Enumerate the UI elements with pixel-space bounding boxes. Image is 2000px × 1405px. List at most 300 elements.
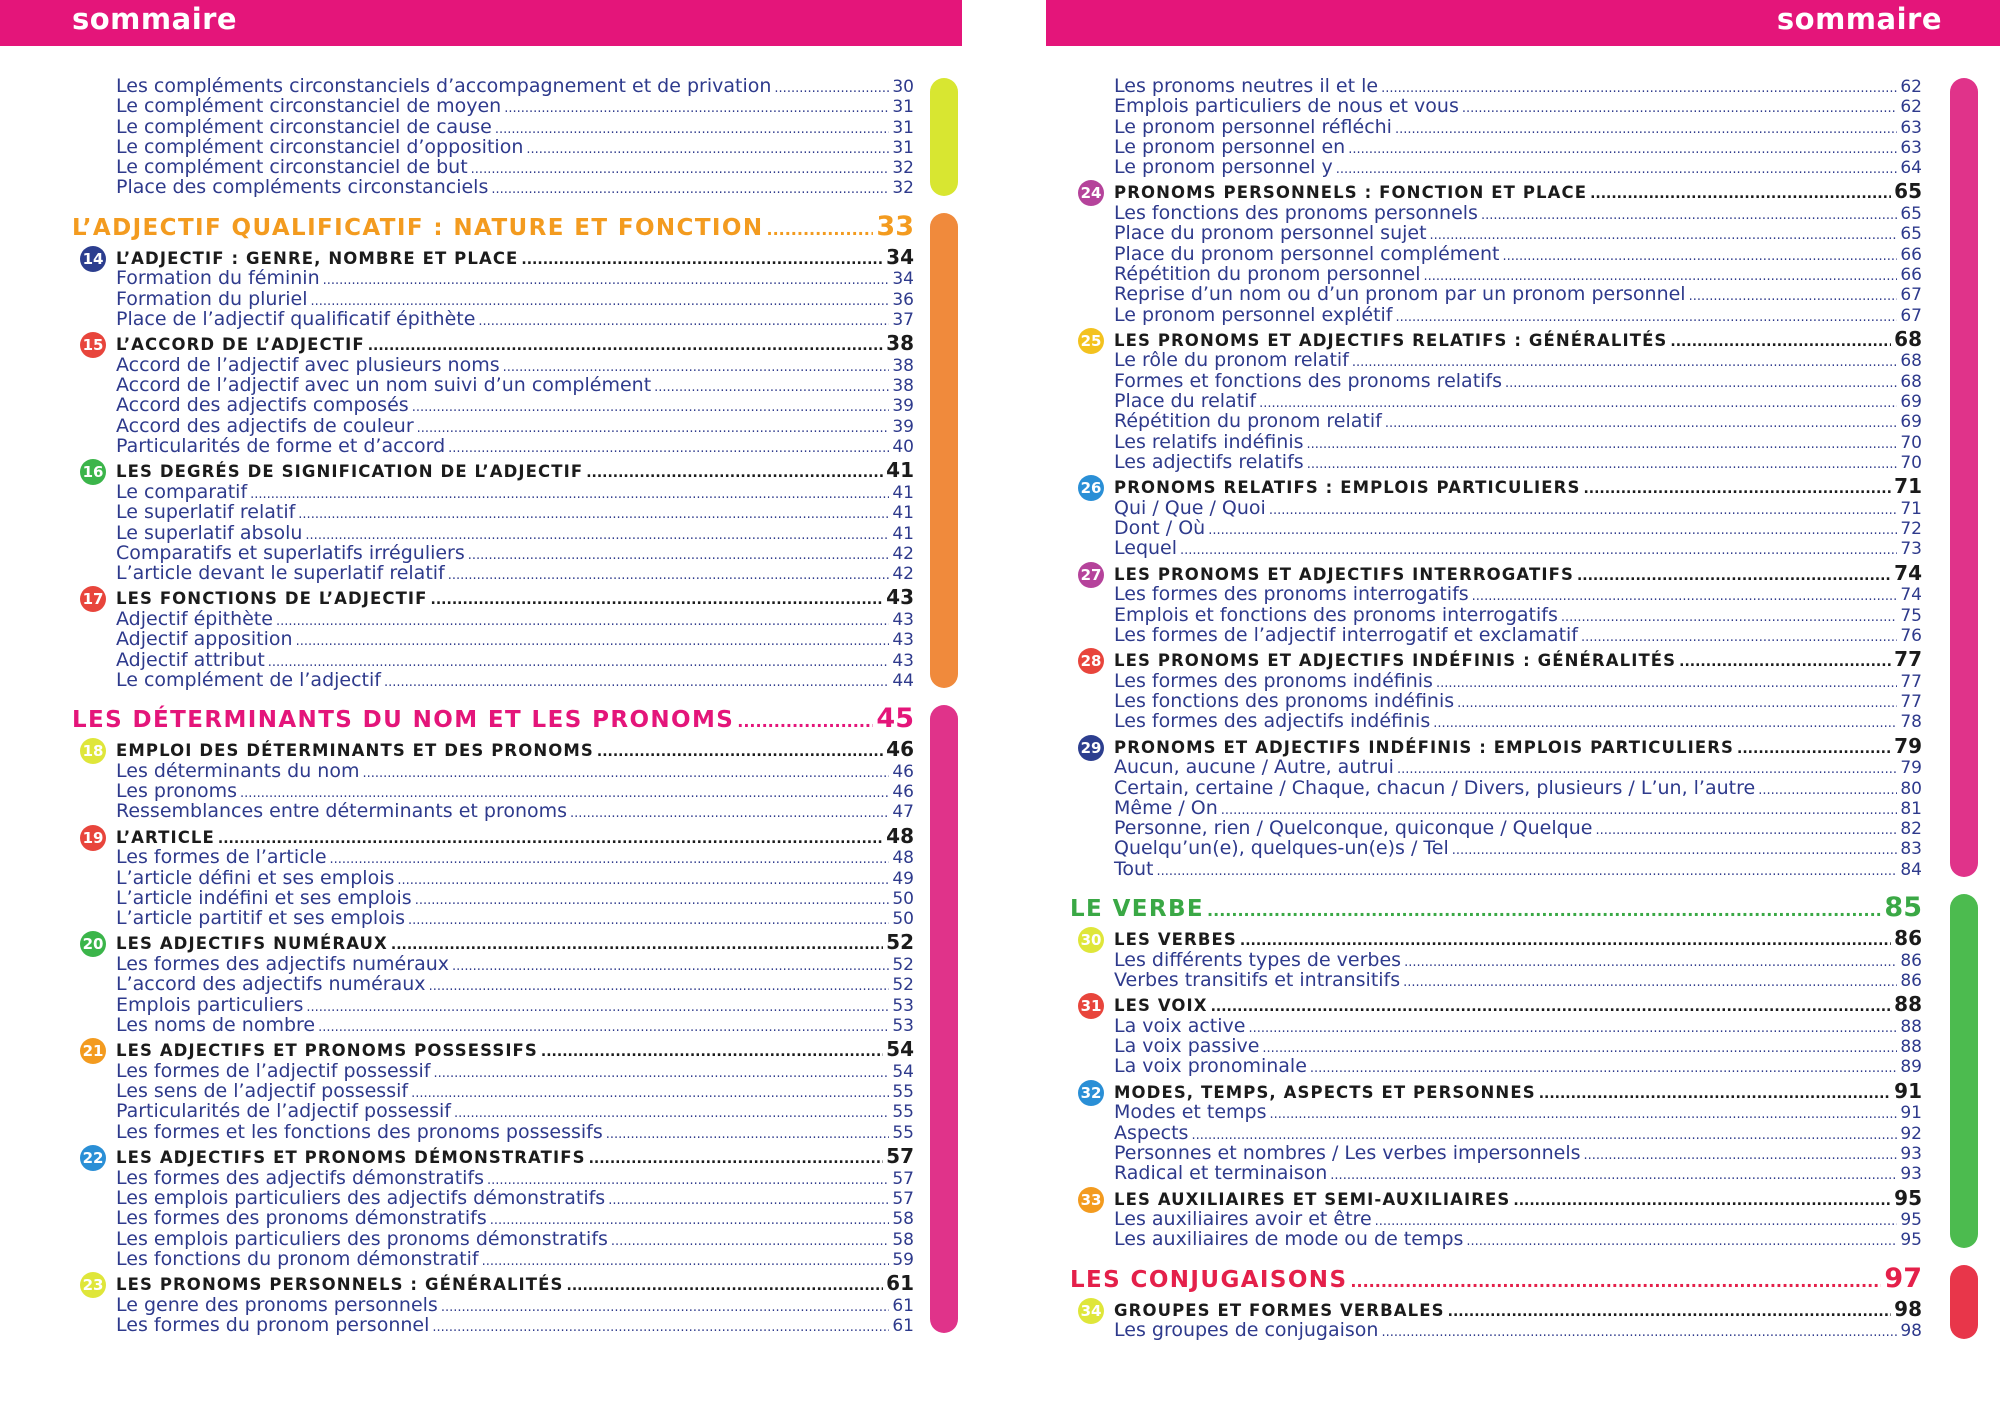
toc-entry[interactable] xyxy=(1070,244,1922,264)
entry-title: Formation du pluriel xyxy=(116,287,308,310)
toc-entry[interactable] xyxy=(72,1015,914,1035)
entry-title: Place des compléments circonstanciels xyxy=(116,176,489,199)
toc-entry[interactable] xyxy=(1070,1163,1922,1183)
page-number: 71 xyxy=(1894,474,1922,499)
section-color-tab xyxy=(930,705,958,1333)
entry-title: L’ADJECTIF : GENRE, NOMBRE ET PLACE xyxy=(116,248,519,268)
page-number: 42 xyxy=(892,543,914,564)
toc-entry[interactable] xyxy=(1070,452,1922,472)
entry-title: L’ACCORD DE L’ADJECTIF xyxy=(116,335,365,355)
toc-entry[interactable] xyxy=(72,847,914,867)
chapter-entry[interactable] xyxy=(1070,927,1922,950)
entry-title: L’accord des adjectifs numéraux xyxy=(116,973,426,996)
entry-title: LES PRONOMS ET ADJECTIFS INDÉFINIS : GÉNÉRALITÉS xyxy=(1114,651,1677,671)
entry-title: L’ARTICLE xyxy=(116,827,215,847)
entry-title: L’article partitif et ses emplois xyxy=(116,907,406,930)
toc-entry[interactable] xyxy=(72,157,914,177)
page-number: 74 xyxy=(1894,560,1922,585)
toc-entry[interactable] xyxy=(72,502,914,522)
toc-entry[interactable] xyxy=(1070,778,1922,798)
entry-title: Le pronom personnel y xyxy=(1114,156,1333,179)
dot-leader xyxy=(1466,1232,1897,1252)
toc-entry[interactable] xyxy=(72,355,914,375)
dot-leader xyxy=(1310,1059,1897,1079)
toc-entry[interactable] xyxy=(72,1249,914,1269)
page-number: 86 xyxy=(1900,970,1922,991)
chapter-entry[interactable] xyxy=(72,459,914,482)
toc-entry[interactable] xyxy=(72,309,914,329)
page-gutter xyxy=(964,0,1046,1405)
page-number: 38 xyxy=(886,331,914,356)
entry-title: LES ADJECTIFS ET PRONOMS DÉMONSTRATIFS xyxy=(116,1148,586,1168)
toc-entry[interactable] xyxy=(1070,76,1922,96)
entry-title: Les fonctions du pronom démonstratif xyxy=(116,1247,479,1270)
page-header-title: sommaire xyxy=(1776,2,1942,36)
page-number: 30 xyxy=(892,77,914,97)
entry-title: Les formes des adjectifs démonstratifs xyxy=(116,1166,485,1189)
toc-entry[interactable] xyxy=(72,781,914,801)
toc-entry[interactable] xyxy=(1070,1036,1922,1056)
page-number: 76 xyxy=(1900,625,1922,646)
page-number: 54 xyxy=(886,1037,914,1062)
chapter-entry[interactable] xyxy=(72,246,914,269)
chapter-entry[interactable] xyxy=(1070,1298,1922,1321)
page-number: 98 xyxy=(1894,1296,1922,1321)
entry-title: Les noms de nombre xyxy=(116,1013,316,1036)
toc-entry[interactable] xyxy=(1070,605,1922,625)
dot-leader xyxy=(408,911,889,931)
dot-leader xyxy=(1396,308,1898,328)
toc-entry[interactable] xyxy=(1070,950,1922,970)
chapter-entry[interactable] xyxy=(72,1038,914,1061)
dot-leader xyxy=(570,804,889,824)
part-title: LE VERBE xyxy=(1070,896,1205,923)
page-number: 67 xyxy=(1900,285,1922,306)
toc-entry[interactable] xyxy=(72,1188,914,1208)
chapter-number-badge: 16 xyxy=(80,459,106,485)
page-number: 95 xyxy=(1900,1230,1922,1251)
chapter-entry[interactable] xyxy=(1070,993,1922,1016)
toc-entry[interactable] xyxy=(1070,1209,1922,1229)
toc-entry[interactable] xyxy=(72,289,914,309)
page-number: 93 xyxy=(1900,1143,1922,1164)
dot-leader xyxy=(432,1318,889,1338)
chapter-number-badge: 31 xyxy=(1078,993,1104,1019)
toc-entry[interactable] xyxy=(1070,1016,1922,1036)
toc-entry[interactable] xyxy=(1070,203,1922,223)
page-number: 50 xyxy=(892,888,914,909)
entry-title: Personnes et nombres / Les verbes impersonnels xyxy=(1114,1141,1581,1164)
entry-title: Personne, rien / Quelconque, quiconque / Quelque xyxy=(1114,817,1593,840)
entry-title: PRONOMS ET ADJECTIFS INDÉFINIS : EMPLOIS PARTICULIERS xyxy=(1114,737,1735,757)
chapter-entry[interactable] xyxy=(1070,328,1922,351)
toc-entry[interactable] xyxy=(72,1208,914,1228)
entry-title: Adjectif attribut xyxy=(116,648,265,671)
page-number: 46 xyxy=(892,782,914,803)
toc-entry[interactable] xyxy=(1070,1229,1922,1249)
chapter-number-badge: 29 xyxy=(1078,735,1104,761)
entry-title: Emplois particuliers de nous et vous xyxy=(1114,95,1459,118)
page-number: 58 xyxy=(892,1209,914,1230)
entry-title: LES AUXILIAIRES ET SEMI-AUXILIAIRES xyxy=(1114,1189,1511,1209)
toc-entry[interactable] xyxy=(1070,538,1922,558)
page-number: 38 xyxy=(892,376,914,397)
page-number: 69 xyxy=(1900,392,1922,413)
toc-entry[interactable] xyxy=(1070,223,1922,243)
toc-entry[interactable] xyxy=(72,1061,914,1081)
chapter-entry[interactable] xyxy=(1070,1080,1922,1103)
entry-title: Le superlatif absolu xyxy=(116,521,303,544)
entry-title: Les formes de l’adjectif interrogatif et exclamatif xyxy=(1114,623,1578,646)
entry-title: Les sens de l’adjectif possessif xyxy=(116,1080,409,1103)
page-number: 74 xyxy=(1900,585,1922,606)
toc-entry[interactable] xyxy=(72,629,914,649)
toc-entry[interactable] xyxy=(72,96,914,116)
page-number: 47 xyxy=(892,802,914,823)
toc-entry[interactable] xyxy=(1070,859,1922,879)
entry-title: Aspects xyxy=(1114,1121,1189,1144)
page-number: 79 xyxy=(1894,733,1922,758)
page-number: 32 xyxy=(892,158,914,179)
page-number: 65 xyxy=(1900,204,1922,225)
toc-entry[interactable] xyxy=(1070,818,1922,838)
page-number: 31 xyxy=(892,117,914,138)
entry-title: Adjectif épithète xyxy=(116,608,273,631)
entry-title: Le complément circonstanciel d’opposition xyxy=(116,135,524,158)
chapter-entry[interactable] xyxy=(1070,648,1922,671)
entry-title: Accord des adjectifs de couleur xyxy=(116,414,414,437)
entry-title: Les adjectifs relatifs xyxy=(1114,450,1304,473)
page-number: 95 xyxy=(1894,1185,1922,1210)
entry-title: PRONOMS PERSONNELS : FONCTION ET PLACE xyxy=(1114,183,1588,203)
page-number: 58 xyxy=(892,1229,914,1250)
toc-entry[interactable] xyxy=(1070,96,1922,116)
page-number: 43 xyxy=(892,650,914,671)
page-number: 66 xyxy=(1900,264,1922,285)
entry-title: Les différents types de verbes xyxy=(1114,948,1402,971)
section-color-tab xyxy=(930,78,958,196)
entry-title: Le complément de l’adjectif xyxy=(116,668,381,691)
entry-title: Accord de l’adjectif avec un nom suivi d’un complément xyxy=(116,374,652,397)
toc-section xyxy=(1070,892,1922,1250)
dot-leader xyxy=(491,180,889,200)
toc-entry[interactable] xyxy=(72,974,914,994)
toc-entry[interactable] xyxy=(1070,625,1922,645)
toc-entry[interactable] xyxy=(1070,498,1922,518)
entry-title: Les emplois particuliers des pronoms démonstratifs xyxy=(116,1227,608,1250)
page-number: 53 xyxy=(892,995,914,1016)
toc-entry[interactable] xyxy=(72,1122,914,1142)
dot-leader xyxy=(1581,628,1897,648)
toc-entry[interactable] xyxy=(1070,137,1922,157)
entry-title: Le pronom personnel explétif xyxy=(1114,303,1393,326)
toc-entry[interactable] xyxy=(72,801,914,821)
page-number: 31 xyxy=(892,137,914,158)
entry-title: Modes et temps xyxy=(1114,1101,1267,1124)
toc-entry[interactable] xyxy=(72,137,914,157)
toc-entry[interactable] xyxy=(72,117,914,137)
toc-entry[interactable] xyxy=(1070,305,1922,325)
chapter-entry[interactable] xyxy=(72,738,914,761)
toc-entry[interactable] xyxy=(1070,518,1922,538)
dot-leader xyxy=(318,1018,889,1038)
page-number: 77 xyxy=(1894,647,1922,672)
dot-leader xyxy=(448,439,889,459)
chapter-entry[interactable] xyxy=(72,586,914,609)
entry-title: Place de l’adjectif qualificatif épithète xyxy=(116,307,476,330)
toc-entry[interactable] xyxy=(72,1295,914,1315)
toc-entry[interactable] xyxy=(1070,432,1922,452)
page-number: 49 xyxy=(892,868,914,889)
toc-entries xyxy=(1070,1298,1922,1341)
dot-leader xyxy=(1307,455,1898,475)
toc-entry[interactable] xyxy=(72,954,914,974)
chapter-number-badge: 32 xyxy=(1078,1080,1104,1106)
entry-title: Le complément circonstanciel de cause xyxy=(116,115,492,138)
chapter-number-badge: 34 xyxy=(1078,1298,1104,1324)
toc-entry[interactable] xyxy=(72,1168,914,1188)
toc-entry[interactable] xyxy=(1070,1320,1922,1340)
page-number: 61 xyxy=(892,1295,914,1316)
toc-entry[interactable] xyxy=(72,523,914,543)
toc-entry[interactable] xyxy=(72,1315,914,1335)
entry-title: PRONOMS RELATIFS : EMPLOIS PARTICULIERS xyxy=(1114,478,1581,498)
page-number: 70 xyxy=(1900,452,1922,473)
entry-title: Certain, certaine / Chaque, chacun / Divers, plusieurs / L’un, l’autre xyxy=(1114,776,1756,799)
entry-title: Ressemblances entre déterminants et pronoms xyxy=(116,800,568,823)
page-number: 34 xyxy=(886,244,914,269)
dot-leader xyxy=(448,566,890,586)
toc-entry[interactable] xyxy=(72,1229,914,1249)
toc-entry[interactable] xyxy=(1070,584,1922,604)
toc-entry[interactable] xyxy=(72,650,914,670)
toc-entry[interactable] xyxy=(1070,391,1922,411)
page-number: 41 xyxy=(892,482,914,503)
toc-entry[interactable] xyxy=(72,868,914,888)
page-number: 93 xyxy=(1900,1164,1922,1185)
toc-entry[interactable] xyxy=(1070,264,1922,284)
toc-entry[interactable] xyxy=(1070,1143,1922,1163)
part-title: LES CONJUGAISONS xyxy=(1070,1266,1348,1293)
toc-entry[interactable] xyxy=(72,995,914,1015)
page-number: 55 xyxy=(892,1122,914,1143)
page-number: 52 xyxy=(892,955,914,976)
toc-entry[interactable] xyxy=(72,482,914,502)
toc-entry[interactable] xyxy=(72,888,914,908)
entry-title: Le complément circonstanciel de moyen xyxy=(116,95,502,118)
toc-section xyxy=(1070,1263,1922,1341)
entry-title: Les formes de l’article xyxy=(116,846,327,869)
part-heading[interactable] xyxy=(72,703,914,735)
entry-title: Le genre des pronoms personnels xyxy=(116,1293,438,1316)
page-number: 89 xyxy=(1900,1057,1922,1078)
page-number: 82 xyxy=(1900,819,1922,840)
entry-title: EMPLOI DES DÉTERMINANTS ET DES PRONOMS xyxy=(116,741,594,761)
entry-title: Les groupes de conjugaison xyxy=(1114,1319,1379,1342)
dot-leader xyxy=(737,706,873,738)
chapter-entry[interactable] xyxy=(1070,1187,1922,1210)
entry-title: Accord de l’adjectif avec plusieurs noms xyxy=(116,353,500,376)
toc-entry[interactable] xyxy=(72,563,914,583)
part-title: LES DÉTERMINANTS DU NOM ET LES PRONOMS xyxy=(72,707,735,734)
toc-entry[interactable] xyxy=(1070,798,1922,818)
page-number: 55 xyxy=(892,1102,914,1123)
toc-entry[interactable] xyxy=(1070,1102,1922,1122)
toc-entry[interactable] xyxy=(1070,371,1922,391)
toc-entry[interactable] xyxy=(1070,970,1922,990)
toc-entry[interactable] xyxy=(72,670,914,690)
page-number: 52 xyxy=(892,975,914,996)
page-number: 73 xyxy=(1900,539,1922,560)
toc-entry[interactable] xyxy=(1070,284,1922,304)
toc-entry[interactable] xyxy=(72,543,914,563)
page-number: 48 xyxy=(886,823,914,848)
entry-title: LES VERBES xyxy=(1114,930,1237,950)
page-number: 46 xyxy=(892,761,914,782)
dot-leader xyxy=(766,214,873,246)
toc-entry[interactable] xyxy=(72,761,914,781)
page-number: 34 xyxy=(892,269,914,290)
page-number: 63 xyxy=(1900,117,1922,138)
toc-entry[interactable] xyxy=(1070,671,1922,691)
entry-title: LES VOIX xyxy=(1114,996,1208,1016)
dot-leader xyxy=(482,1252,890,1272)
entry-title: Le complément circonstanciel de but xyxy=(116,156,468,179)
page-number: 43 xyxy=(892,630,914,651)
toc-entry[interactable] xyxy=(1070,1123,1922,1143)
chapter-entry[interactable] xyxy=(72,1145,914,1168)
dot-leader xyxy=(1207,895,1881,927)
chapter-number-badge: 22 xyxy=(80,1145,106,1171)
toc-entry[interactable] xyxy=(1070,757,1922,777)
entry-title: LES ADJECTIFS NUMÉRAUX xyxy=(116,934,388,954)
entry-title: Les relatifs indéfinis xyxy=(1114,430,1304,453)
entry-title: Les auxiliaires avoir et être xyxy=(1114,1208,1372,1231)
chapter-entry[interactable] xyxy=(72,1272,914,1295)
entry-title: LES FONCTIONS DE L’ADJECTIF xyxy=(116,589,428,609)
chapter-entry[interactable] xyxy=(1070,562,1922,585)
part-heading[interactable] xyxy=(1070,892,1922,924)
page-number: 52 xyxy=(886,930,914,955)
toc-entry[interactable] xyxy=(72,908,914,928)
page-number: 43 xyxy=(886,585,914,610)
toc-entries xyxy=(1070,927,1922,1250)
page-number: 88 xyxy=(1894,992,1922,1017)
page-number: 88 xyxy=(1900,1016,1922,1037)
entry-title: Les formes des pronoms interrogatifs xyxy=(1114,583,1469,606)
part-heading[interactable] xyxy=(72,211,914,243)
entry-title: LES ADJECTIFS ET PRONOMS POSSESSIFS xyxy=(116,1041,538,1061)
chapter-entry[interactable] xyxy=(72,332,914,355)
chapter-entry[interactable] xyxy=(72,931,914,954)
entry-title: Les pronoms xyxy=(116,780,238,803)
entry-title: Répétition du pronom personnel xyxy=(1114,262,1421,285)
chapter-number-badge: 18 xyxy=(80,738,106,764)
page-number: 50 xyxy=(892,909,914,930)
dot-leader xyxy=(1336,160,1898,180)
page-number: 61 xyxy=(892,1316,914,1336)
page-number: 77 xyxy=(1900,671,1922,692)
toc-entry[interactable] xyxy=(1070,117,1922,137)
toc-entry[interactable] xyxy=(72,609,914,629)
chapter-entry[interactable] xyxy=(1070,475,1922,498)
page-number: 57 xyxy=(886,1144,914,1169)
entry-title: Place du pronom personnel sujet xyxy=(1114,222,1427,245)
entry-title: Les compléments circonstanciels d’accompagnement et de privation xyxy=(116,75,772,97)
page-number: 31 xyxy=(892,97,914,118)
toc-entry[interactable] xyxy=(1070,838,1922,858)
page-number: 85 xyxy=(1884,892,1922,924)
toc-entry[interactable] xyxy=(72,268,914,288)
page-number: 79 xyxy=(1900,758,1922,779)
page-number: 32 xyxy=(892,178,914,199)
toc-entry[interactable] xyxy=(72,76,914,96)
section-color-tab xyxy=(930,213,958,688)
toc-entry[interactable] xyxy=(72,177,914,197)
toc-entry[interactable] xyxy=(72,436,914,456)
page-number: 91 xyxy=(1900,1103,1922,1124)
toc-entry[interactable] xyxy=(1070,411,1922,431)
toc-entry[interactable] xyxy=(72,1101,914,1121)
entry-title: GROUPES ET FORMES VERBALES xyxy=(1114,1300,1445,1320)
toc-entry[interactable] xyxy=(72,375,914,395)
entry-title: Reprise d’un nom ou d’un pronom par un pronom personnel xyxy=(1114,283,1686,306)
toc-section xyxy=(72,76,914,198)
toc-entry[interactable] xyxy=(1070,1056,1922,1076)
page-number: 33 xyxy=(876,210,914,242)
entry-title: Quelqu’un(e), quelques-un(e)s / Tel xyxy=(1114,837,1449,860)
entry-title: Les fonctions des pronoms personnels xyxy=(1114,202,1478,225)
page-number: 75 xyxy=(1900,605,1922,626)
section-color-tab xyxy=(1950,78,1978,877)
chapter-number-badge: 33 xyxy=(1078,1187,1104,1213)
dot-leader xyxy=(478,312,889,332)
toc-entry[interactable] xyxy=(72,1081,914,1101)
table-of-contents-left xyxy=(72,76,914,1335)
entry-title: La voix active xyxy=(1114,1014,1246,1037)
chapter-entry[interactable] xyxy=(72,825,914,848)
toc-entry[interactable] xyxy=(1070,691,1922,711)
page-number: 70 xyxy=(1900,432,1922,453)
page-number: 40 xyxy=(892,437,914,458)
entry-title: Lequel xyxy=(1114,537,1178,560)
toc-entry[interactable] xyxy=(72,416,914,436)
entry-title: Aucun, aucune / Autre, autrui xyxy=(1114,756,1394,779)
entry-title: Le superlatif relatif xyxy=(116,501,296,524)
toc-entry[interactable] xyxy=(72,395,914,415)
entry-title: Les formes des pronoms indéfinis xyxy=(1114,669,1433,692)
page-number: 53 xyxy=(892,1015,914,1036)
chapter-entry[interactable] xyxy=(1070,735,1922,758)
chapter-number-badge: 15 xyxy=(80,332,106,358)
entry-title: Emplois particuliers xyxy=(116,993,304,1016)
page-number: 39 xyxy=(892,396,914,417)
page-number: 86 xyxy=(1894,926,1922,951)
entry-title: Les fonctions des pronoms indéfinis xyxy=(1114,690,1455,713)
page-number: 55 xyxy=(892,1082,914,1103)
entry-title: Les auxiliaires de mode ou de temps xyxy=(1114,1228,1464,1251)
chapter-number-badge: 21 xyxy=(80,1038,106,1064)
page-number: 83 xyxy=(1900,839,1922,860)
entry-title: Les formes des pronoms démonstratifs xyxy=(116,1207,487,1230)
toc-entry[interactable] xyxy=(1070,157,1922,177)
chapter-entry[interactable] xyxy=(1070,180,1922,203)
part-heading[interactable] xyxy=(1070,1263,1922,1295)
toc-entry[interactable] xyxy=(1070,350,1922,370)
page-number: 71 xyxy=(1900,498,1922,519)
entry-title: L’article devant le superlatif relatif xyxy=(116,562,445,585)
toc-entry[interactable] xyxy=(1070,711,1922,731)
